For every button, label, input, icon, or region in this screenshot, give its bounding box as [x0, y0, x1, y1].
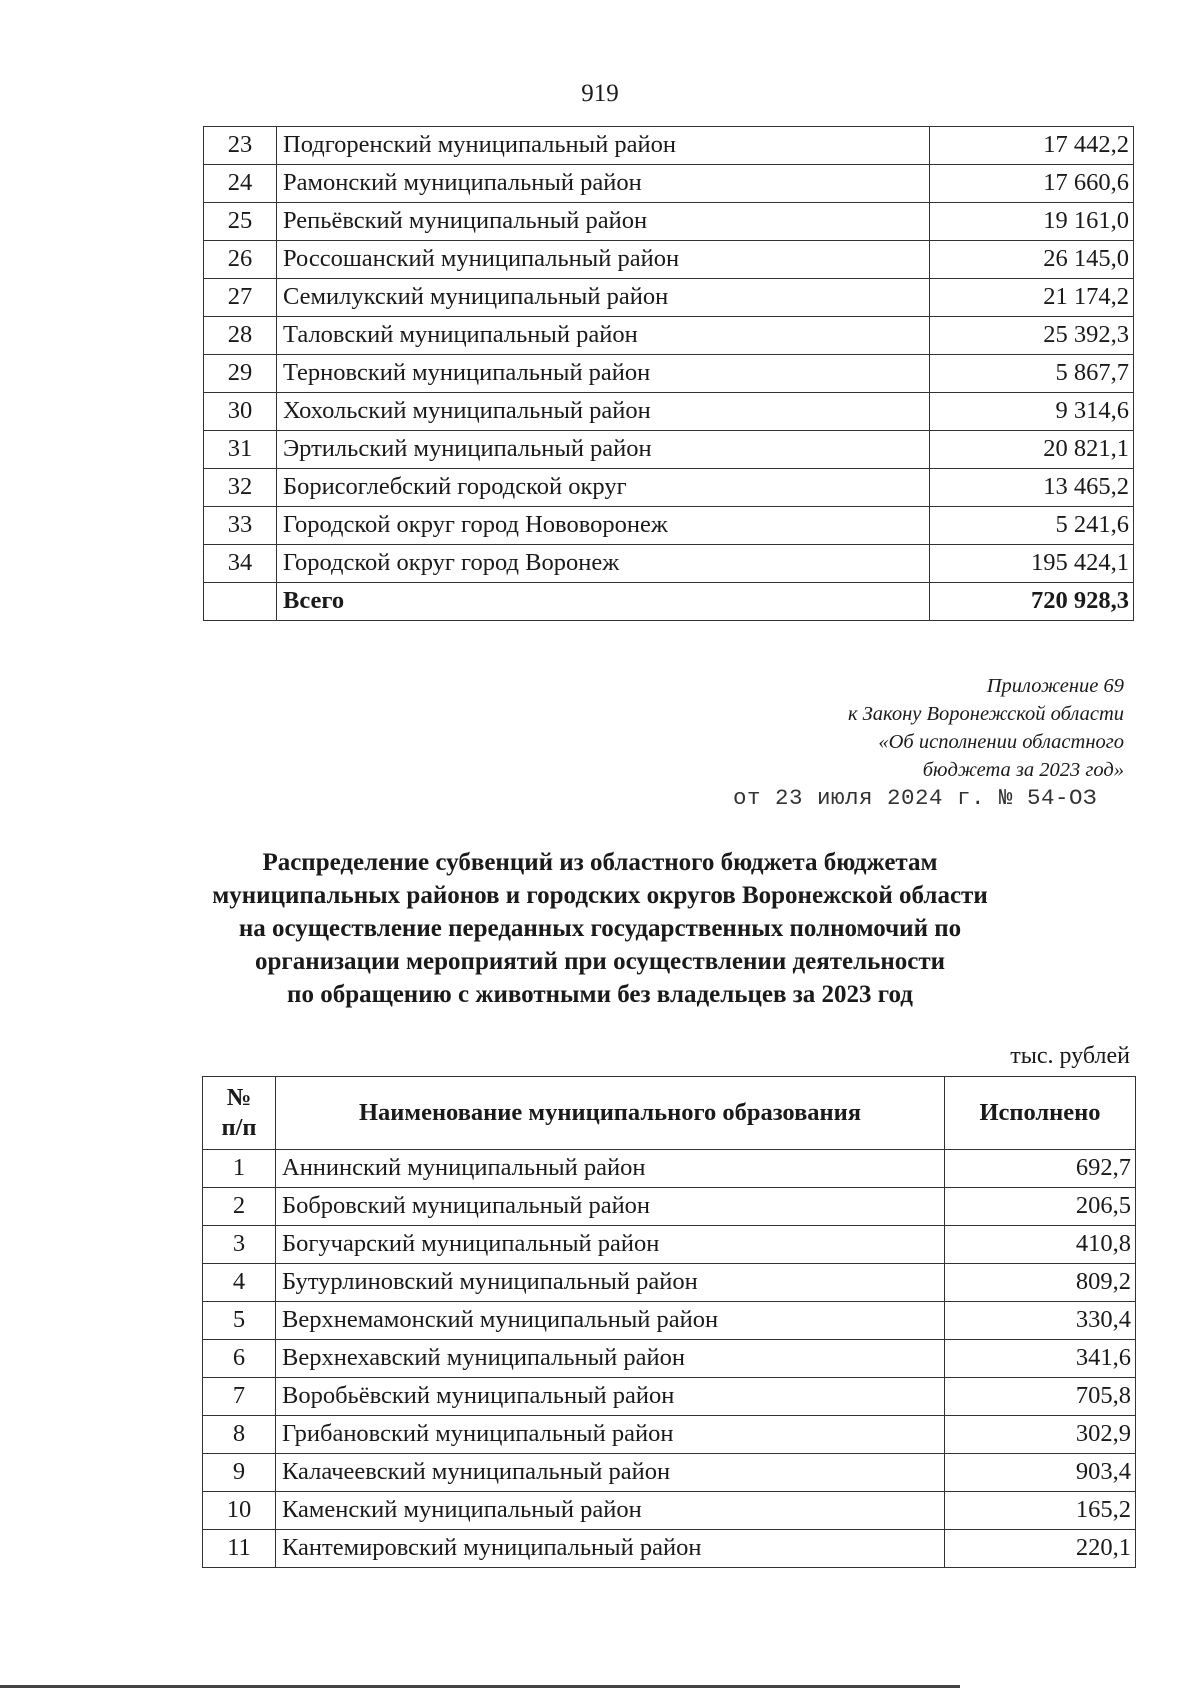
- amount-value: 13 465,2: [930, 469, 1134, 507]
- row-number: 3: [203, 1226, 276, 1264]
- table-row: [203, 1416, 1136, 1454]
- amount-value: 25 392,3: [930, 317, 1134, 355]
- title-line: на осуществление переданных государственных полномочий по: [238, 915, 962, 942]
- municipality-name: Репьёвский муниципальный район: [277, 203, 930, 241]
- law-date-stamp: от 23 июля 2024 г. № 54-ОЗ: [733, 785, 1098, 811]
- appendix-line: к Закону Воронежской области: [847, 703, 1124, 725]
- amount-value: 26 145,0: [930, 241, 1134, 279]
- row-number: 32: [204, 469, 277, 507]
- total-label: Всего: [277, 583, 930, 621]
- table-row: [204, 241, 1134, 279]
- amount-value: 5 867,7: [930, 355, 1134, 393]
- header-number: [203, 1077, 276, 1150]
- title-line: Распределение субвенций из областного бюджета бюджетам: [262, 849, 938, 876]
- municipality-name: Борисоглебский городской округ: [277, 469, 930, 507]
- table2-body: [203, 1150, 1136, 1568]
- amount-value: 19 161,0: [930, 203, 1134, 241]
- table-row: [203, 1150, 1136, 1188]
- table-row: [204, 127, 1134, 165]
- row-number: 23: [204, 127, 277, 165]
- table-row: [203, 1378, 1136, 1416]
- municipality-name: Таловский муниципальный район: [277, 317, 930, 355]
- header-name: Наименование муниципального образования: [276, 1077, 945, 1150]
- subventions-table: [202, 1076, 1136, 1568]
- table-row: [203, 1226, 1136, 1264]
- table-row: [204, 279, 1134, 317]
- page-number: 919: [581, 80, 619, 107]
- table1-body: [204, 127, 1134, 621]
- table-row: [204, 355, 1134, 393]
- municipality-name: Аннинский муниципальный район: [276, 1150, 945, 1188]
- table-row: [204, 507, 1134, 545]
- page-bottom-rule: [0, 1685, 960, 1688]
- title-line: муниципальных районов и городских округов Воронежской области: [212, 882, 988, 909]
- appendix-line: бюджета за 2023 год»: [922, 759, 1124, 781]
- appendix-line: Приложение 69: [986, 675, 1124, 697]
- total-row: [204, 583, 1134, 621]
- row-number: 28: [204, 317, 277, 355]
- amount-value: 206,5: [945, 1188, 1136, 1226]
- row-number: 30: [204, 393, 277, 431]
- document-title: [0, 846, 1200, 1011]
- row-number: 11: [203, 1530, 276, 1568]
- row-number: 27: [204, 279, 277, 317]
- municipality-name: Эртильский муниципальный район: [277, 431, 930, 469]
- header-number-line: п/п: [221, 1114, 257, 1141]
- row-number: 2: [203, 1188, 276, 1226]
- table-row: [204, 469, 1134, 507]
- amount-value: 330,4: [945, 1302, 1136, 1340]
- amount-value: 17 660,6: [930, 165, 1134, 203]
- table-row: [204, 203, 1134, 241]
- municipality-name: Рамонский муниципальный район: [277, 165, 930, 203]
- amount-value: 903,4: [945, 1454, 1136, 1492]
- row-number: 31: [204, 431, 277, 469]
- row-number: 26: [204, 241, 277, 279]
- amount-value: 5 241,6: [930, 507, 1134, 545]
- amount-value: 20 821,1: [930, 431, 1134, 469]
- amount-value: 17 442,2: [930, 127, 1134, 165]
- amount-value: 9 314,6: [930, 393, 1134, 431]
- municipality-name: Терновский муниципальный район: [277, 355, 930, 393]
- total-value: 720 928,3: [930, 583, 1134, 621]
- municipality-name: Семилукский муниципальный район: [277, 279, 930, 317]
- amount-value: 195 424,1: [930, 545, 1134, 583]
- table-row: [204, 431, 1134, 469]
- amount-value: 692,7: [945, 1150, 1136, 1188]
- municipality-name: Хохольский муниципальный район: [277, 393, 930, 431]
- municipality-name: Грибановский муниципальный район: [276, 1416, 945, 1454]
- table-row: [203, 1530, 1136, 1568]
- table-row: [204, 545, 1134, 583]
- municipality-name: Подгоренский муниципальный район: [277, 127, 930, 165]
- municipality-name: Каменский муниципальный район: [276, 1492, 945, 1530]
- row-number: 10: [203, 1492, 276, 1530]
- municipality-name: Воробьёвский муниципальный район: [276, 1378, 945, 1416]
- table-row: [203, 1340, 1136, 1378]
- header-row: [203, 1077, 1136, 1150]
- budget-table-continued: [203, 126, 1134, 621]
- amount-value: 21 174,2: [930, 279, 1134, 317]
- appendix-note: [848, 672, 1124, 784]
- row-number: 7: [203, 1378, 276, 1416]
- table-row: [203, 1302, 1136, 1340]
- amount-value: 220,1: [945, 1530, 1136, 1568]
- total-empty-cell: [204, 583, 277, 621]
- row-number: 5: [203, 1302, 276, 1340]
- municipality-name: Кантемировский муниципальный район: [276, 1530, 945, 1568]
- row-number: 6: [203, 1340, 276, 1378]
- municipality-name: Верхнемамонский муниципальный район: [276, 1302, 945, 1340]
- table-row: [204, 317, 1134, 355]
- units-label: тыс. рублей: [1010, 1043, 1130, 1069]
- row-number: 9: [203, 1454, 276, 1492]
- municipality-name: Россошанский муниципальный район: [277, 241, 930, 279]
- municipality-name: Верхнехавский муниципальный район: [276, 1340, 945, 1378]
- amount-value: 809,2: [945, 1264, 1136, 1302]
- row-number: 24: [204, 165, 277, 203]
- table-row: [203, 1188, 1136, 1226]
- amount-value: 410,8: [945, 1226, 1136, 1264]
- table-row: [204, 165, 1134, 203]
- amount-value: 341,6: [945, 1340, 1136, 1378]
- municipality-name: Городской округ город Нововоронеж: [277, 507, 930, 545]
- title-line: организации мероприятий при осуществлении деятельности: [254, 948, 946, 975]
- appendix-line: «Об исполнении областного: [878, 731, 1124, 753]
- row-number: 33: [204, 507, 277, 545]
- table-row: [203, 1454, 1136, 1492]
- row-number: 8: [203, 1416, 276, 1454]
- row-number: 29: [204, 355, 277, 393]
- amount-value: 705,8: [945, 1378, 1136, 1416]
- municipality-name: Богучарский муниципальный район: [276, 1226, 945, 1264]
- municipality-name: Калачеевский муниципальный район: [276, 1454, 945, 1492]
- municipality-name: Бобровский муниципальный район: [276, 1188, 945, 1226]
- table-row: [203, 1492, 1136, 1530]
- municipality-name: Бутурлиновский муниципальный район: [276, 1264, 945, 1302]
- row-number: 25: [204, 203, 277, 241]
- row-number: 34: [204, 545, 277, 583]
- row-number: 1: [203, 1150, 276, 1188]
- table-row: [204, 393, 1134, 431]
- table2-header: [203, 1077, 1136, 1150]
- title-line: по обращению с животными без владельцев за 2023 год: [287, 981, 913, 1008]
- row-number: 4: [203, 1264, 276, 1302]
- header-number-line: №: [226, 1084, 252, 1111]
- header-value: Исполнено: [945, 1077, 1136, 1150]
- table-row: [203, 1264, 1136, 1302]
- amount-value: 165,2: [945, 1492, 1136, 1530]
- amount-value: 302,9: [945, 1416, 1136, 1454]
- municipality-name: Городской округ город Воронеж: [277, 545, 930, 583]
